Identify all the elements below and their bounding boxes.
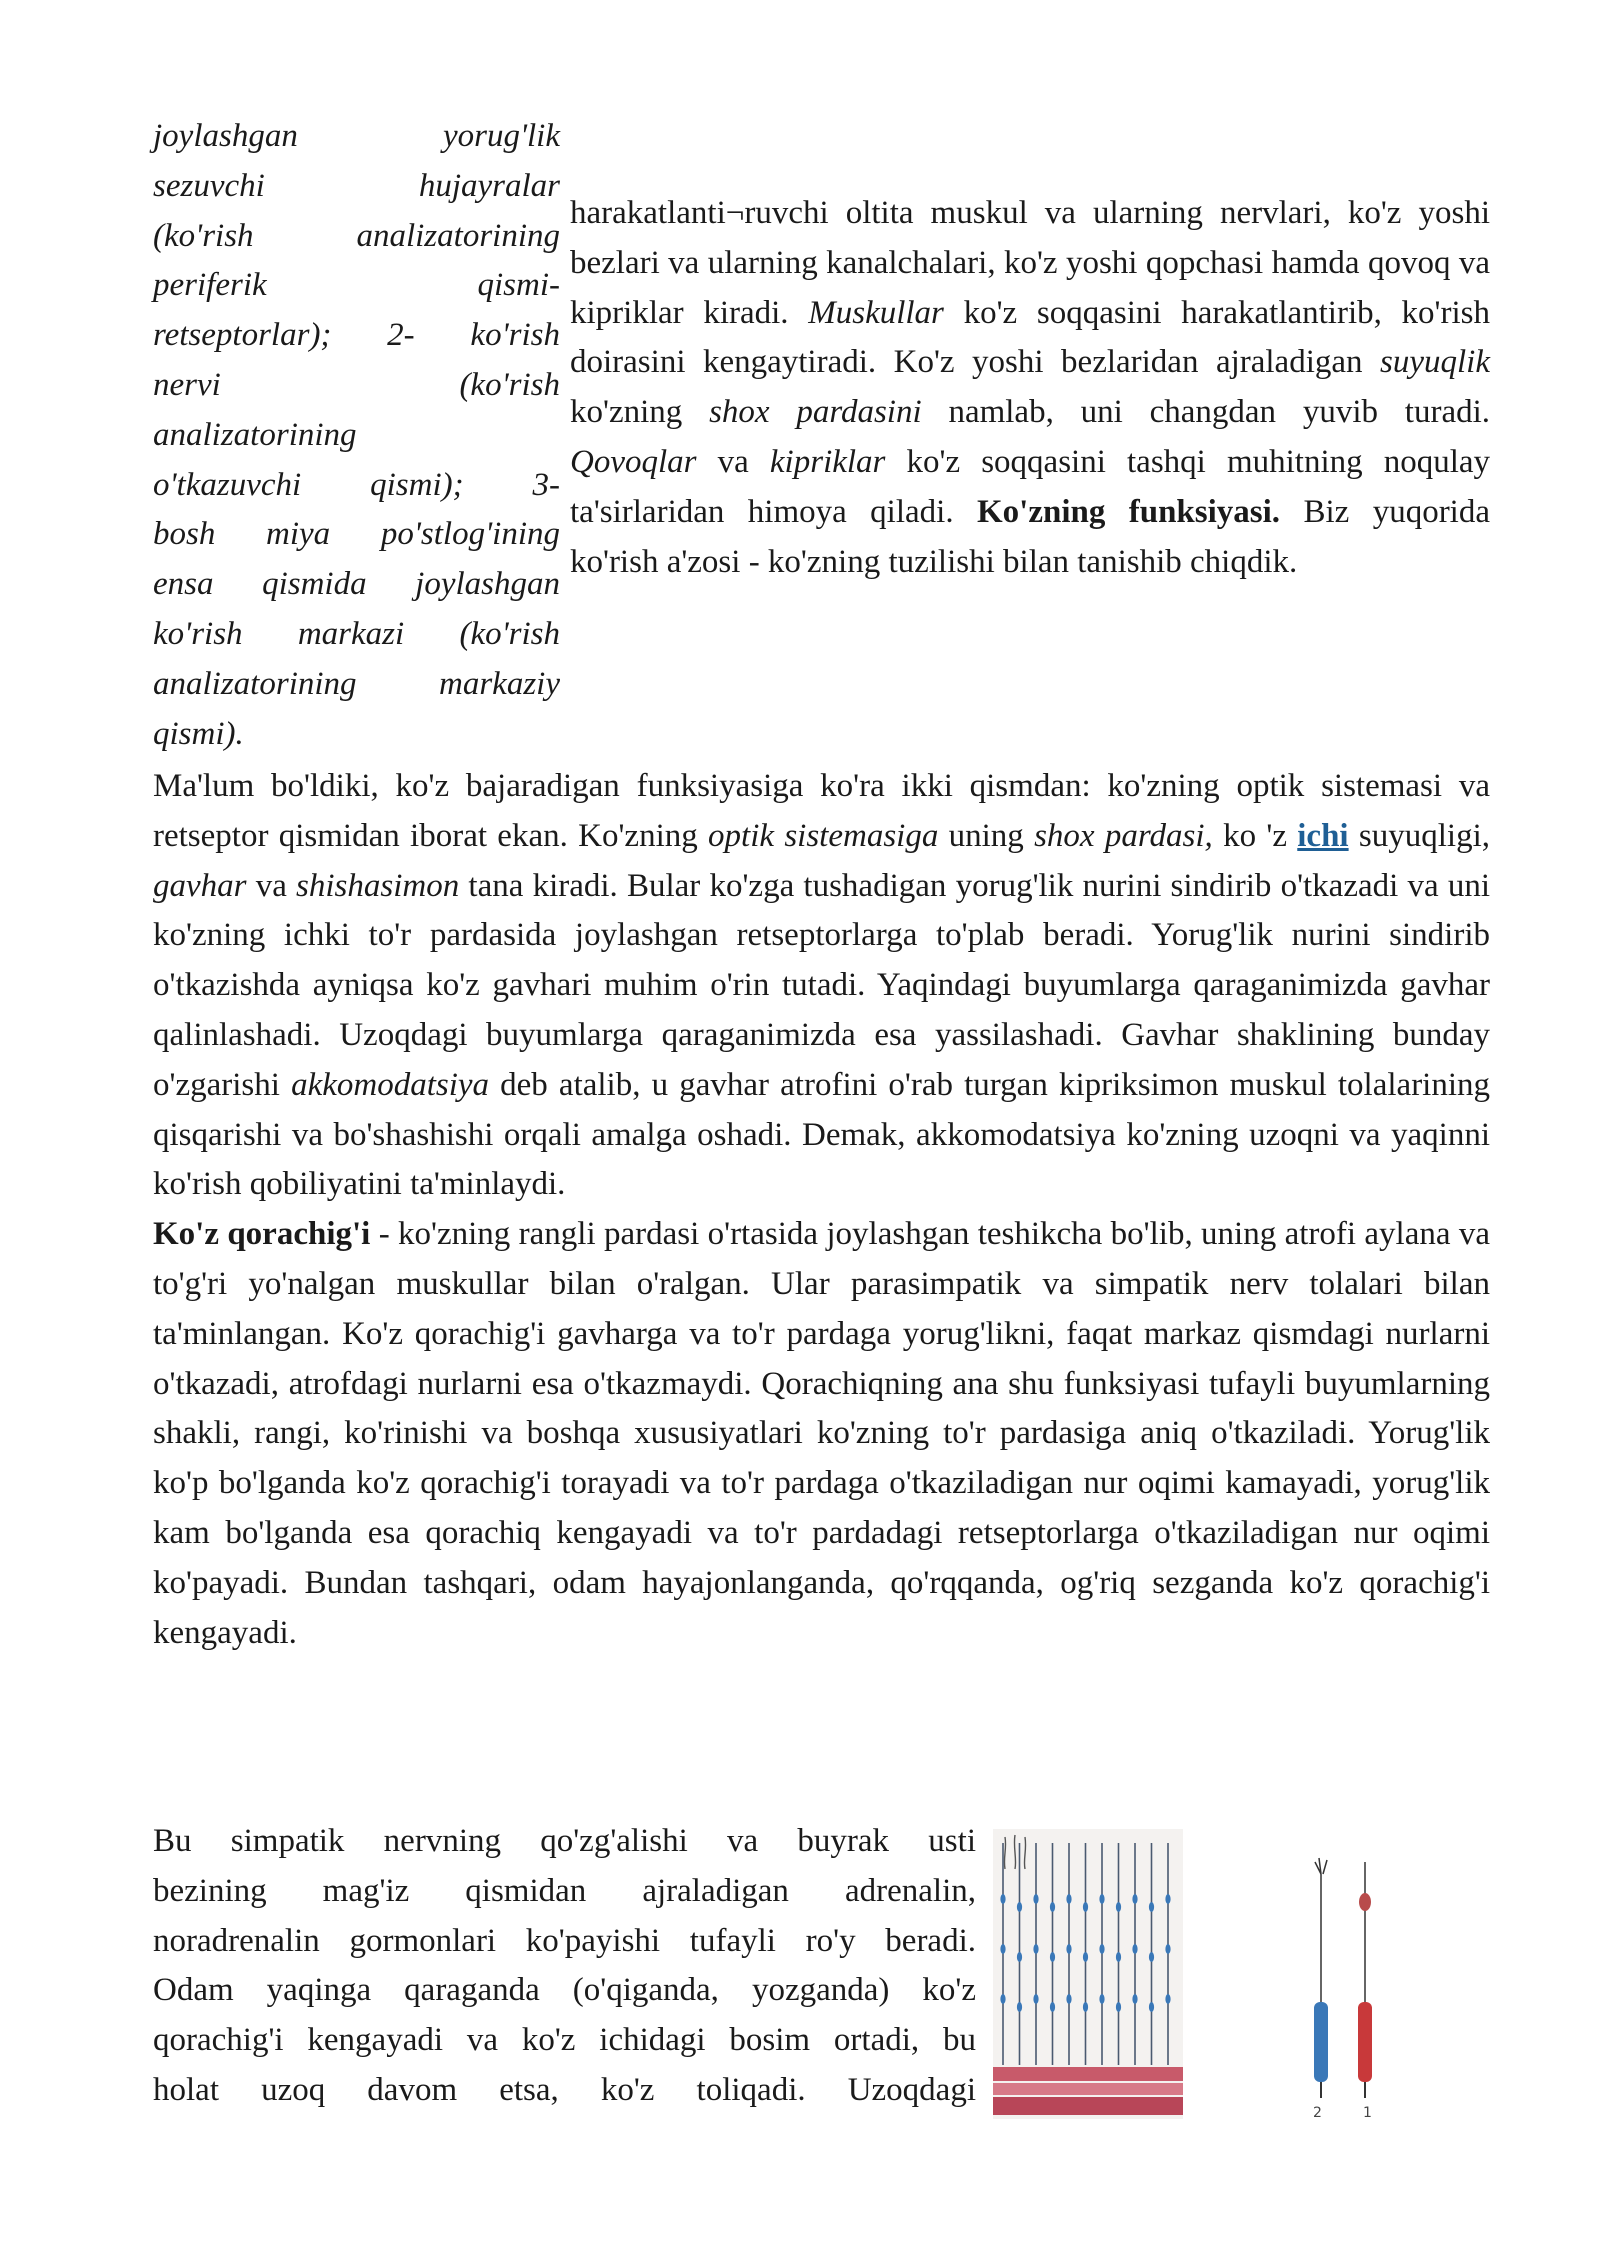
retina-cell-nucleus bbox=[1116, 2002, 1121, 2012]
left-line: retseptorlar); 2- ko'rish bbox=[153, 317, 560, 354]
retina-cell-nucleus bbox=[1165, 1994, 1170, 2004]
retina-cell-nucleus bbox=[1050, 1952, 1055, 1962]
retina-cell-nucleus bbox=[1132, 1994, 1137, 2004]
retina-cell-nucleus bbox=[1149, 1902, 1154, 1912]
retina-cell-nucleus bbox=[1017, 1952, 1022, 1962]
retina-cell-nucleus bbox=[1050, 1902, 1055, 1912]
paragraph-pupil: Ko'z qorachig'i - ko'zning rangli pardasi o'rtasida joylashgan teshikcha bo'lib, uning atrofi aylana va to'g'ri yo'nalgan muskullar bilan o'ralgan. Ular parasimpatik va simpatik nerv tolalari bilan ta'minlangan. Ko'z qorachig'i gavharga va to'r pardaga yorug'likni, faqat markaz qismdagi nurlarni o'tkazadi, atrofdagi nurlarni esa o'tkazmaydi. Qorachiqning ana shu funksiyasi tufayli buyumlarning shakli, rangi, ko'rinishi va boshqa xususiyatlari ko'zning to'r pardasiga aniq o'tkaziladi. Yorug'lik ko'p bo'lganda ko'z qorachig'i torayadi va to'r pardaga o'tkaziladigan nur oqimi kamayadi, yorug'lik kam bo'lganda esa qorachiq kengayadi va to'r pardadagi retseptorlarga o'tkaziladigan nur oqimi ko'payadi. Bundan tashqari, odam hayajonlanganda, qo'rqqanda, og'riq sezganda ko'z qorachig'i kengayadi. bbox=[153, 1216, 1491, 1651]
left-line: analizatorining bbox=[153, 416, 357, 453]
retina-cell-nucleus bbox=[1099, 1894, 1104, 1904]
rod-and-cone-cells-illustration bbox=[1293, 1852, 1403, 2122]
left-line: nervi (ko'rish bbox=[153, 366, 560, 403]
retina-cell-nucleus bbox=[1017, 2002, 1022, 2012]
retina-cell-nucleus bbox=[1050, 2002, 1055, 2012]
retina-cell-nucleus bbox=[1165, 1944, 1170, 1954]
retina-cell-nucleus bbox=[1066, 1994, 1071, 2004]
left-line: (ko'rish analizatorining bbox=[153, 217, 560, 254]
retina-cell-nucleus bbox=[1099, 1994, 1104, 2004]
right-paragraph: harakatlanti¬ruvchi oltita muskul va ularning nervlari, ko'z yoshi bezlari va ularning kanalchalari, ko'z yoshi qopchasi hamda qovoq va kipriklar kiradi. Muskullar ko'z soqqasini harakatlantirib, ko'rish doirasini kengaytiradi. Ko'z yoshi bezlaridan ajraladigan suyuqlik ko'zning shox pardasini namlab, uni changdan yuvib turadi. Qovoqlar va kipriklar ko'z soqqasini tashqi muhitning noqulay ta'sirlaridan himoya qiladi. Ko'zning funksiyasi. Biz yuqorida ko'rish a'zosi - ko'zning tuzilishi bilan tanishib chiqdik. bbox=[570, 195, 1491, 580]
retina-cell-nucleus bbox=[1083, 1952, 1088, 1962]
retina-cell-nucleus bbox=[1116, 1952, 1121, 1962]
section-heading-pupil: Ko'z qorachig'i bbox=[153, 1216, 371, 1253]
retina-cell-nucleus bbox=[1017, 1902, 1022, 1912]
bottom-line: bezining mag'iz qismidan ajraladigan adrenalin, bbox=[153, 1872, 976, 1909]
left-line: bosh miya po'stlog'ining bbox=[153, 516, 560, 553]
left-line: ko'rish markazi (ko'rish bbox=[153, 615, 560, 652]
paragraph-optics: Ma'lum bo'ldiki, ko'z bajaradigan funksiyasiga ko'ra ikki qismdan: ko'zning optik sistemasi va retseptor qismidan iborat ekan. Ko'zning optik sistemasiga uning shox pardasi, ko 'z ichi suyuqligi, gavhar va shishasimon tana kiradi. Bular ko'zga tushadigan yorug'lik nurini sindirib o'tkazadi va uni ko'zning ichki to'r pardasida joylashgan retseptorlarga to'plab beradi. Yorug'lik nurini sindirib o'tkazishda ayniqsa ko'z gavhari muhim o'rin tutadi. Yaqindagi buyumlarga qaraganimizda gavhar qalinlashadi. Uzoqdagi buyumlarga qaraganimizda esa yassilashadi. Gavhar shaklining bunday o'zgarishi akkomodatsiya deb atalib, u gavhar atrofini o'rab turgan kipriksimon muskul tolalarining qisqarishi va bo'shashishi orqali amalga oshadi. Demak, akkomodatsiya ko'zning uzoqni va yaqinni ko'rish qobiliyatini ta'minlaydi. bbox=[153, 768, 1491, 1203]
retina-cell-nucleus bbox=[1066, 1894, 1071, 1904]
retina-cell-nucleus bbox=[1033, 1944, 1038, 1954]
retina-cell-nucleus bbox=[1000, 1894, 1005, 1904]
retina-cell-nucleus bbox=[1083, 2002, 1088, 2012]
retina-cell-nucleus bbox=[1033, 1994, 1038, 2004]
bottom-line: noradrenalin gormonlari ko'payishi tufayli ro'y beradi. bbox=[153, 1922, 976, 1959]
retina-cell-nucleus bbox=[1132, 1894, 1137, 1904]
retina-cell-nucleus bbox=[1033, 1894, 1038, 1904]
retina-cell-nucleus bbox=[1099, 1944, 1104, 1954]
figure-label-1: 1 bbox=[1363, 2105, 1372, 2121]
retina-cell-nucleus bbox=[1165, 1894, 1170, 1904]
document-page bbox=[153, 112, 1491, 2121]
bottom-line: Bu simpatik nervning qo'zg'alishi va buyrak usti bbox=[153, 1823, 976, 1859]
bottom-text bbox=[153, 1817, 976, 2116]
left-column-list bbox=[153, 112, 560, 759]
retina-layers-illustration bbox=[993, 1829, 1183, 2119]
left-line: ensa qismida joylashgan bbox=[153, 566, 560, 603]
left-line: o'tkazuvchi qismi); 3- bbox=[153, 466, 560, 503]
link-ichi[interactable]: ichi bbox=[1297, 817, 1349, 854]
retina-cell-nucleus bbox=[1149, 2002, 1154, 2012]
retina-cell-nucleus bbox=[1116, 1902, 1121, 1912]
right-column-text bbox=[570, 189, 1490, 587]
left-line: analizatorining markaziy bbox=[153, 665, 560, 702]
left-line: qismi). bbox=[153, 715, 244, 752]
left-line: sezuvchi hujayralar bbox=[153, 167, 560, 204]
two-column-intro bbox=[153, 112, 1490, 762]
bottom-text-with-figure bbox=[153, 1817, 1490, 2121]
main-text-flow bbox=[153, 762, 1490, 1658]
retina-cell-nucleus bbox=[1066, 1944, 1071, 1954]
left-line: periferik qismi- bbox=[153, 267, 560, 304]
bottom-line: holat uzoq davom etsa, ko'z toliqadi. Uzoqdagi bbox=[153, 2071, 976, 2108]
retina-cell-nucleus bbox=[1000, 1944, 1005, 1954]
bottom-line: qorachig'i kengayadi va ko'z ichidagi bosim ortadi, bu bbox=[153, 2022, 976, 2059]
section-heading-function: Ko'zning funksiyasi. bbox=[976, 493, 1281, 530]
retina-cell-nucleus bbox=[1083, 1902, 1088, 1912]
bottom-line: Odam yaqinga qaraganda (o'qiganda, yozganda) ko'z bbox=[153, 1972, 976, 2009]
retina-cell-nucleus bbox=[1000, 1994, 1005, 2004]
left-line: joylashgan yorug'lik bbox=[153, 118, 560, 154]
retina-cell-nucleus bbox=[1149, 1952, 1154, 1962]
figure-label-2: 2 bbox=[1313, 2105, 1322, 2121]
retina-cell-nucleus bbox=[1132, 1944, 1137, 1954]
